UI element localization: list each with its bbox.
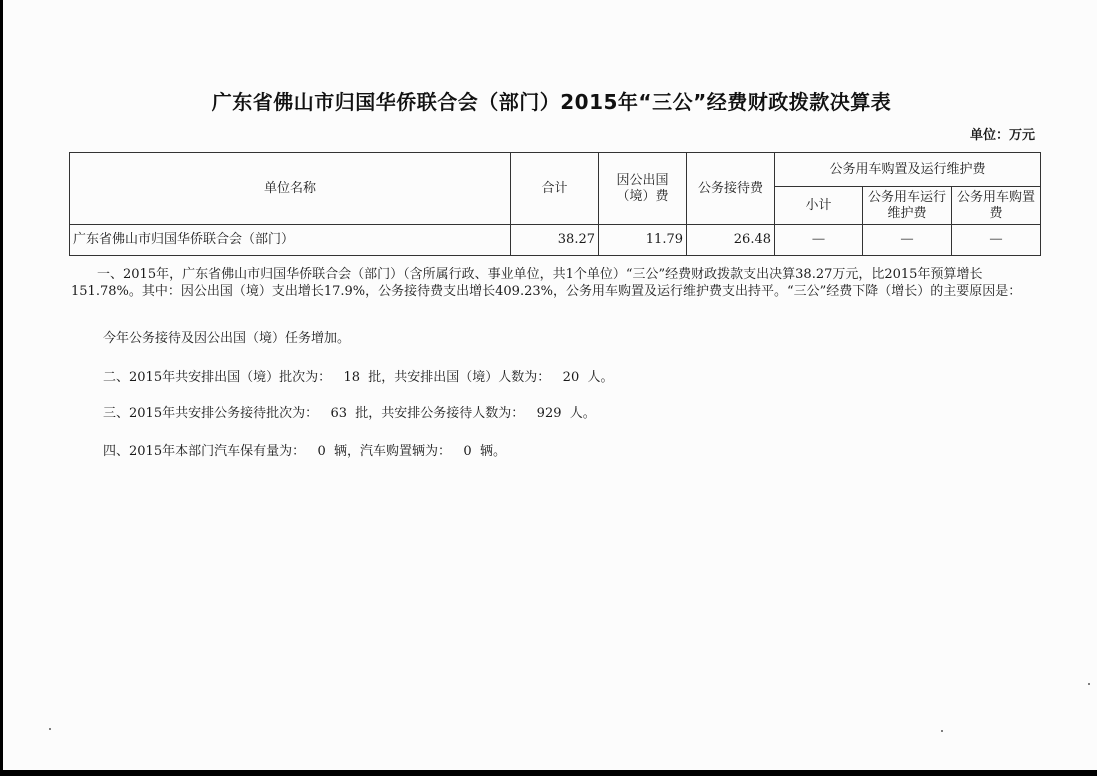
header-vehicle-group: 公务用车购置及运行维护费 [775, 153, 1041, 187]
cell-total: 38.27 [511, 225, 599, 256]
header-unit-name: 单位名称 [70, 153, 511, 225]
header-row-1 [70, 153, 1041, 187]
header-reception: 公务接待费 [687, 153, 775, 225]
cell-subtotal: － [775, 225, 863, 256]
document-title: 广东省佛山市归国华侨联合会（部门）2015年“三公”经费财政拨款决算表 [211, 90, 892, 114]
cell-reception: 26.48 [687, 225, 775, 256]
header-subtotal: 小计 [775, 187, 863, 225]
note-reason: 今年公务接待及因公出国（境）任务增加。 [103, 331, 351, 346]
scan-speck [1088, 683, 1090, 685]
header-vehicle-purchase: 公务用车购置费 [952, 187, 1041, 225]
note-paragraph-1: 一、2015年，广东省佛山市归国华侨联合会（部门）（含所属行政、事业单位，共1个单位）“三公”经费财政拨款支出决算38.27万元，比2015年预算增长151.78%。其中：因公出国（境）支出增长17.9%，公务接待费支出增长409.23%，公务用车购置及运行维护费支出持平。“三公”经费下降（增长）的主要原因是： [71, 267, 1022, 299]
scan-speck [49, 728, 51, 730]
unit-label: 单位：万元 [969, 128, 1035, 143]
note-line-2: 二、2015年共安排出国（境）批次为： 18 批，共安排出国（境）人数为： 20 人。 [103, 370, 614, 385]
table-row [70, 225, 1041, 256]
header-total: 合计 [511, 153, 599, 225]
cell-unit-name: 广东省佛山市归国华侨联合会（部门） [70, 225, 511, 256]
scan-speck [941, 730, 943, 732]
note-line-4: 四、2015年本部门汽车保有量为： 0 辆，汽车购置辆为： 0 辆。 [103, 444, 506, 459]
budget-table [69, 152, 1041, 256]
cell-vehicle-purchase: － [952, 225, 1041, 256]
header-abroad: 因公出国（境）费 [599, 153, 687, 225]
header-vehicle-operation: 公务用车运行维护费 [863, 187, 952, 225]
note-line-3: 三、2015年共安排公务接待批次为： 63 批，共安排公务接待人数为： 929 人。 [103, 406, 596, 421]
cell-abroad: 11.79 [599, 225, 687, 256]
cell-vehicle-operation: － [863, 225, 952, 256]
